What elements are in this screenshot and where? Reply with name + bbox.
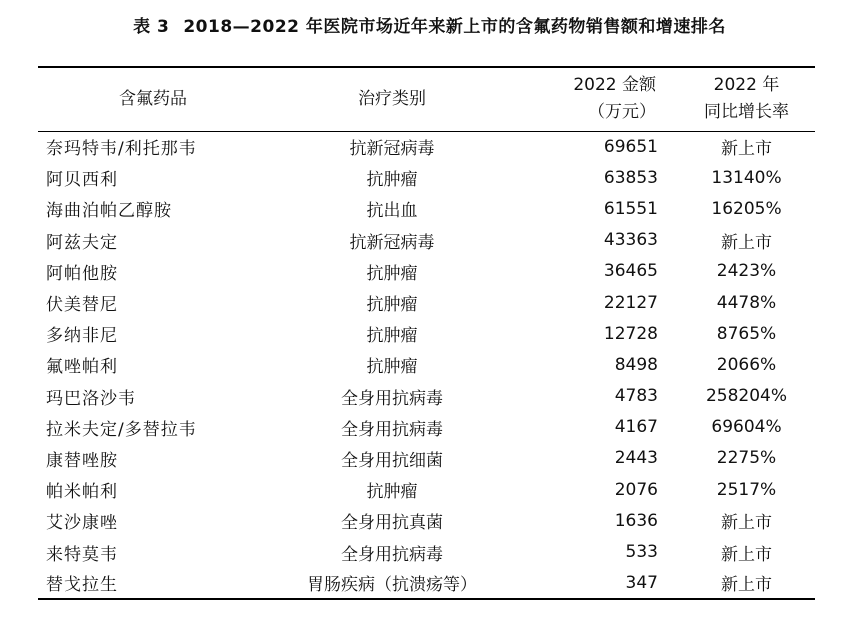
cell-category: 抗出血 <box>366 201 418 222</box>
cell-amount: 36465 <box>603 261 658 282</box>
drug-sales-table <box>38 66 815 600</box>
cell-category: 抗新冠病毒 <box>349 139 435 160</box>
cell-growth: 4478% <box>716 292 777 313</box>
table-row <box>38 443 815 474</box>
cell-category: 全身用抗细菌 <box>341 450 443 471</box>
cell-growth: 2066% <box>716 354 777 375</box>
table-header <box>38 67 815 131</box>
cell-amount: 69651 <box>603 136 658 157</box>
cell-growth: 2517% <box>716 479 777 500</box>
header-amount-line1: 2022 金额 <box>573 75 656 96</box>
table-row <box>38 381 815 412</box>
cell-drug: 替戈拉生 <box>46 575 118 596</box>
cell-amount: 1636 <box>614 510 658 531</box>
cell-category: 抗新冠病毒 <box>349 232 435 253</box>
cell-growth: 13140% <box>711 167 782 188</box>
cell-growth: 69604% <box>711 417 782 438</box>
cell-drug: 阿兹夫定 <box>46 232 118 253</box>
cell-growth: 新上市 <box>721 575 772 596</box>
cell-growth: 258204% <box>705 386 788 407</box>
cell-category: 抗肿瘤 <box>366 326 418 347</box>
table-row <box>38 162 815 193</box>
table-row <box>38 412 815 443</box>
cell-category: 抗肿瘤 <box>366 263 418 284</box>
cell-drug: 多纳非尼 <box>46 326 118 347</box>
cell-amount: 347 <box>625 572 658 593</box>
table-row <box>38 318 815 349</box>
cell-amount: 2076 <box>614 479 658 500</box>
cell-growth: 2275% <box>716 448 777 469</box>
cell-drug: 玛巴洛沙韦 <box>46 388 136 409</box>
cell-amount: 22127 <box>603 292 658 313</box>
cell-category: 全身用抗真菌 <box>341 513 443 534</box>
header-growth-line1: 2022 年 <box>713 75 780 96</box>
table-row <box>38 568 815 599</box>
cell-category: 抗肿瘤 <box>366 482 418 503</box>
cell-growth: 新上市 <box>721 544 772 565</box>
table-caption <box>0 12 859 37</box>
table-row <box>38 474 815 505</box>
cell-category: 全身用抗病毒 <box>341 419 443 440</box>
cell-amount: 63853 <box>603 167 658 188</box>
table-row <box>38 287 815 318</box>
cell-amount: 533 <box>625 542 658 563</box>
header-growth <box>678 67 815 131</box>
table-row <box>38 256 815 287</box>
header-drug: 含氟药品 <box>119 88 187 109</box>
cell-amount: 12728 <box>603 323 658 344</box>
table-number: 表 3 <box>133 17 170 37</box>
header-category: 治疗类别 <box>358 88 426 109</box>
cell-drug: 帕米帕利 <box>46 482 118 503</box>
cell-drug: 氟唑帕利 <box>46 357 118 378</box>
header-amount <box>516 67 678 131</box>
cell-growth: 新上市 <box>721 139 772 160</box>
cell-growth: 16205% <box>711 198 782 219</box>
cell-category: 抗肿瘤 <box>366 357 418 378</box>
cell-drug: 阿帕他胺 <box>46 263 118 284</box>
cell-growth: 新上市 <box>721 513 772 534</box>
table-row <box>38 225 815 256</box>
header-row <box>38 67 815 131</box>
cell-amount: 61551 <box>603 198 658 219</box>
cell-category: 全身用抗病毒 <box>341 388 443 409</box>
header-growth-line2: 同比增长率 <box>704 102 789 123</box>
cell-amount: 4783 <box>614 386 658 407</box>
cell-amount: 43363 <box>603 230 658 251</box>
cell-drug: 阿贝西利 <box>46 170 118 191</box>
cell-growth: 新上市 <box>721 232 772 253</box>
table-row <box>38 131 815 162</box>
cell-category: 胃肠疾病（抗溃疡等） <box>307 575 477 596</box>
cell-category: 抗肿瘤 <box>366 295 418 316</box>
cell-amount: 2443 <box>614 448 658 469</box>
cell-drug: 拉米夫定/多替拉韦 <box>46 419 197 440</box>
cell-drug: 伏美替尼 <box>46 295 118 316</box>
cell-category: 抗肿瘤 <box>366 170 418 191</box>
cell-amount: 4167 <box>614 417 658 438</box>
cell-amount: 8498 <box>614 354 658 375</box>
table-row <box>38 505 815 536</box>
table-row <box>38 349 815 380</box>
cell-category: 全身用抗病毒 <box>341 544 443 565</box>
table-row <box>38 536 815 567</box>
cell-growth: 8765% <box>716 323 777 344</box>
cell-drug: 来特莫韦 <box>46 544 118 565</box>
cell-growth: 2423% <box>716 261 777 282</box>
table-body <box>38 131 815 599</box>
table-row <box>38 193 815 224</box>
cell-drug: 康替唑胺 <box>46 450 118 471</box>
header-amount-line2: （万元） <box>588 102 656 123</box>
cell-drug: 艾沙康唑 <box>46 513 118 534</box>
cell-drug: 奈玛特韦/利托那韦 <box>46 139 197 160</box>
table-title: 2018—2022 年医院市场近年来新上市的含氟药物销售额和增速排名 <box>183 17 726 37</box>
cell-drug: 海曲泊帕乙醇胺 <box>46 201 172 222</box>
